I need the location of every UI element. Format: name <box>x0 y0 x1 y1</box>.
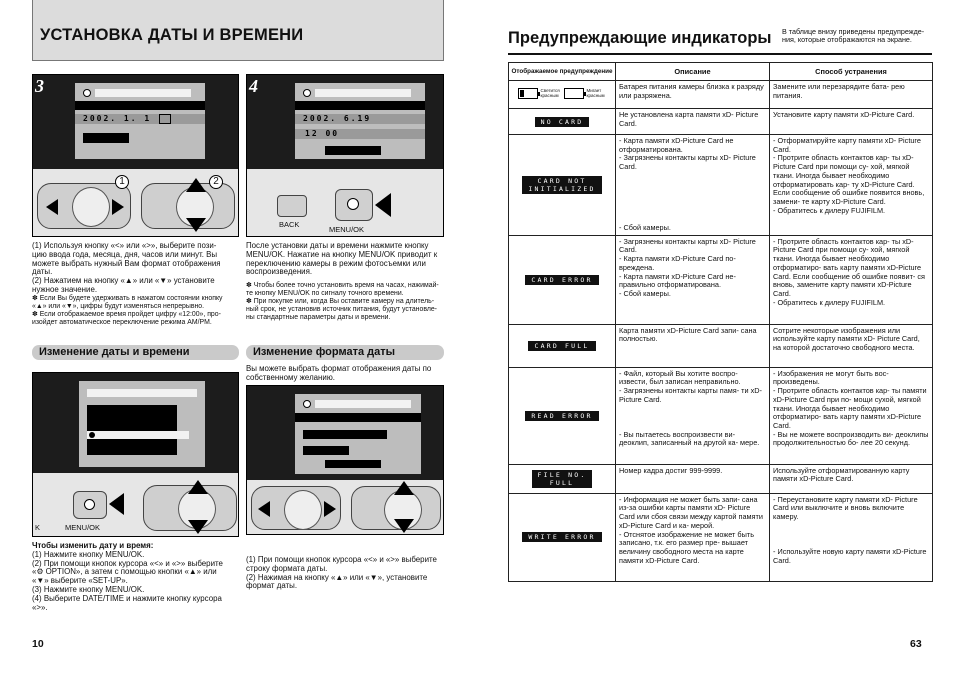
right-page-number: 63 <box>910 638 922 650</box>
left-title-box <box>32 0 444 61</box>
lcd-message: CARD FULL <box>528 341 595 351</box>
section2-menu-bar <box>315 400 411 408</box>
step3-line: нужное значение. <box>32 284 98 294</box>
battery-label-2: Мигает красным <box>586 88 605 99</box>
step3-down-arrow-icon <box>186 218 206 232</box>
step4-title-bar <box>295 101 425 110</box>
step4-date: 2002. 6.19 <box>303 114 372 123</box>
section1-lcd-screen <box>79 381 205 467</box>
section2-lcd-screen <box>295 394 421 474</box>
step3-line: цию ввода года, месяца, дня, часов или минут. Вы <box>32 249 218 259</box>
step4-menu-label: MENU/OK <box>329 225 365 234</box>
note-line: изойдет автоматическое переключение режима AM/PM. <box>32 319 212 326</box>
step4-menu-ok-button[interactable] <box>335 189 373 221</box>
remedy-cell: - Отформатируйте карту памяти xD- Picture Card. - Протрите область контактов кар- ты xD-Picture Card при помощи су- хой, мягкой ткани. Иногда бывает необходимо отформатировать кар- ту xD-Picture Card. Если сообщение об ошибке появится вновь, замени- те карту xD-Picture Card. - Обратитесь к дилеру FUJIFILM. <box>770 135 933 236</box>
indicator-cell <box>509 464 616 493</box>
intro-line: Вы можете выбрать формат отображения даты по <box>246 364 432 373</box>
intro-line: собственному желанию. <box>246 372 335 382</box>
battery-low-icon <box>518 88 538 99</box>
section2-heading: Изменение формата даты <box>246 345 444 360</box>
section2-up-arrow-icon <box>394 481 414 495</box>
section1-illustration <box>32 372 239 537</box>
step4-text <box>246 242 446 277</box>
lcd-message: CARD NOT INITIALIZED <box>522 176 601 194</box>
step3-number: 3 <box>35 76 44 96</box>
section2-dial-right[interactable] <box>351 486 441 530</box>
section2-clock-icon <box>303 400 311 408</box>
step3-date-row <box>75 114 205 124</box>
step3-line: (2) Нажатием на кнопку «▲» или «▼» установите <box>32 276 215 286</box>
step4-date-row <box>295 114 425 124</box>
step-line: «>». <box>32 602 48 612</box>
description-cell: Батарея питания камеры близка к разряду или разряжена. <box>616 81 770 109</box>
remedy-cell: - Переустановите карту памяти xD- Picture Card или выключите и вновь включите камеру. - Используйте новую карту памяти xD-Picture Card. <box>770 493 933 581</box>
section1-up-arrow-icon <box>188 480 208 494</box>
table-row <box>509 235 933 324</box>
lcd-message: WRITE ERROR <box>522 532 601 542</box>
step3-date: 2002. 1. 1 <box>83 114 152 123</box>
step4-number: 4 <box>249 76 258 96</box>
step4-ok-bar <box>325 146 381 155</box>
battery-indicator-cell <box>509 81 616 109</box>
section1-steps <box>32 542 240 612</box>
section2-left-arrow-icon <box>258 501 270 517</box>
warnings-table <box>508 62 933 582</box>
step4-clock-icon <box>303 89 311 97</box>
step-line: (1) Нажмите кнопку MENU/OK. <box>32 549 145 559</box>
battery-indicators <box>518 88 607 99</box>
indicator-cell <box>509 135 616 236</box>
description-cell: - Карта памяти xD-Picture Card не отформатирована. - Загрязнены контакты карты xD- Picture Card. - Сбой камеры. <box>616 135 770 236</box>
section2-format-bar <box>303 430 387 439</box>
step4-back-button[interactable] <box>277 195 307 217</box>
step3-time-bar <box>83 133 129 143</box>
step-line: «⚙ OPTION», а затем с помощью кнопки «▲» или <box>32 567 217 577</box>
step3-notes <box>32 295 240 327</box>
battery-empty-icon <box>564 88 584 99</box>
section1-menu-ok-button[interactable] <box>73 491 107 519</box>
step3-date-highlight <box>159 114 171 124</box>
note-line: ный срок, не установив источник питания, будут установле- <box>246 306 437 313</box>
section2-ok-bar <box>325 460 381 468</box>
step3-right-arrow-icon <box>112 199 124 215</box>
description-cell: - Информация не может быть запи- сана из-за ошибки карты памяти xD- Picture Card или сбоя связи между картой памяти xD-Picture Card и ка- мерой. - Отснятое изображение не может быть записано, т.к. его размер пре- вышает величину свободного места на карте памяти xD-Picture Card. <box>616 493 770 581</box>
note-line: ны стандартные параметры даты и времени. <box>246 314 391 321</box>
step4-time: 12 00 <box>305 129 340 138</box>
step3-up-arrow-icon <box>186 178 206 192</box>
table-row <box>509 324 933 367</box>
step4-line: После установки даты и времени нажмите кнопку <box>246 241 429 250</box>
step4-back-label: BACK <box>279 220 300 229</box>
remedy-cell: Замените или перезарядите бата- рею питания. <box>770 81 933 109</box>
lcd-message: NO CARD <box>535 117 590 127</box>
step-line: формат даты. <box>246 581 298 591</box>
section2-right-arrow-icon <box>324 501 336 517</box>
step-line: (2) При помощи кнопок курсора «<» и «>» выберите <box>32 558 223 568</box>
note-line: ✽ Чтобы более точно установить время на часах, нажимай- <box>246 282 439 289</box>
section1-menu-label: MENU/OK <box>65 523 101 532</box>
remedy-cell: - Протрите область контактов кар- ты xD-Picture Card при помощи су- хой, мягкой ткани. Иногда бывает необходимо отформатиро- вать карту памяти xD-Picture Card. Если сообщение об ошибке появит- ся вновь, замените карту памяти xD-Picture Card. - Обратитесь к дилеру FUJIFILM. <box>770 235 933 324</box>
step3-lcd-screen <box>75 83 205 159</box>
step3-menu-bar <box>95 89 191 97</box>
step3-title-bar <box>75 101 205 110</box>
step3-illustration <box>32 74 239 237</box>
section1-down-arrow-icon <box>188 520 208 534</box>
indicator-cell <box>509 493 616 581</box>
step4-line: переключению камеры в режим фотосъемки или <box>246 258 426 268</box>
step3-left-arrow-icon <box>46 199 58 215</box>
step-line: (2) Нажимая на кнопку «▲» или «▼», установите <box>246 572 428 582</box>
right-page-note: В таблице внизу приведены предупрежде- ния, которые отображаются на экране. <box>782 27 925 45</box>
step-line: (4) Выберите DATE/TIME и нажмите кнопку курсора <box>32 593 222 603</box>
section2-steps <box>246 556 446 591</box>
step3-line: можете выбрать нужный Вам формат отображения <box>32 258 221 268</box>
indicator-cell <box>509 367 616 464</box>
step3-dial-left[interactable] <box>37 183 131 229</box>
step4-line: MENU/OK. Нажатие на кнопку MENU/OK приводит к <box>246 249 438 259</box>
description-cell: Карта памяти xD-Picture Card запи- сана полностью. <box>616 324 770 367</box>
step3-line: (1) Используя кнопку «<» или «>», выберите пози- <box>32 241 217 250</box>
remedy-cell: Сотрите некоторые изображения или используйте карту памяти xD- Picture Card, на которой достаточно свободного места. <box>770 324 933 367</box>
step4-illustration <box>246 74 444 237</box>
section1-menu-panel <box>87 405 177 455</box>
description-cell: - Загрязнены контакты карты xD- Picture Card. - Карта памяти xD-Picture Card по- вреждена. - Карта памяти xD-Picture Card не- правильно отформатирована. - Сбой камеры. <box>616 235 770 324</box>
battery-label-1: Светится красным <box>540 88 560 99</box>
step4-time-row <box>295 129 425 139</box>
indicator-cell <box>509 109 616 135</box>
title-rule <box>508 53 932 55</box>
table-row <box>509 81 933 109</box>
table-row <box>509 493 933 581</box>
note-line: «▲» или «▼», цифры будут изменяться непрерывно. <box>32 303 205 310</box>
left-page-title: УСТАНОВКА ДАТЫ И ВРЕМЕНИ <box>40 26 304 44</box>
step4-press-arrow-icon <box>375 193 391 217</box>
step4-notes <box>246 282 446 322</box>
table-row <box>509 367 933 464</box>
lcd-message: FILE NO. FULL <box>532 470 593 488</box>
table-header-row <box>509 63 933 81</box>
section1-cursor-icon <box>89 432 95 438</box>
step4-lcd-screen <box>295 83 425 159</box>
table-row <box>509 464 933 493</box>
section2-down-arrow-icon <box>394 519 414 533</box>
remedy-cell: Установите карту памяти xD-Picture Card. <box>770 109 933 135</box>
step3-text <box>32 242 240 295</box>
description-cell: Номер кадра достиг 999-9999. <box>616 464 770 493</box>
step-line: строку формата даты. <box>246 563 328 573</box>
header-indicator: Отображаемое предупреждение <box>509 63 616 81</box>
step-line: (3) Нажмите кнопку MENU/OK. <box>32 584 145 594</box>
section1-selected-item <box>87 431 189 439</box>
section2-dial-left[interactable] <box>251 486 341 530</box>
left-page-number: 10 <box>32 638 44 650</box>
header-remedy: Способ устранения <box>770 63 933 81</box>
indicator-cell <box>509 324 616 367</box>
section1-dial[interactable] <box>143 485 237 531</box>
lcd-message: READ ERROR <box>525 411 598 421</box>
note-line: те кнопку MENU/OK по сигналу точного времени. <box>246 290 404 297</box>
section1-menu-bar <box>87 389 197 397</box>
lcd-message: CARD ERROR <box>525 275 598 285</box>
step3-circle-1: 1 <box>115 175 129 189</box>
section2-time-bar <box>303 446 349 455</box>
description-cell: - Файл, который Вы хотите воспро- извести, был записан неправильно. - Загрязнены контакты карты памя- ти xD-Picture Card. - Вы пытаетесь воспроизвести ви- деоклип, записанный на другой ка- мере. <box>616 367 770 464</box>
remedy-cell: - Изображения не могут быть вос- произведены. - Протрите область контактов кар- ты памяти xD-Picture Card при по- мощи сухой, мягкой ткани. Иногда бывает необходимо отформатиро- вать карту памяти xD-Picture Card. - Вы не можете воспроизводить ви- деоклипы продолжительностью бо- лее 20 секунд. <box>770 367 933 464</box>
step3-circle-2: 2 <box>209 175 223 189</box>
header-description: Описание <box>616 63 770 81</box>
section2-illustration <box>246 385 444 535</box>
step3-line: даты. <box>32 267 53 277</box>
note-line: ✽ При покупке или, когда Вы оставите камеру на длитель- <box>246 298 435 305</box>
description-cell: Не установлена карта памяти xD- Picture Card. <box>616 109 770 135</box>
section2-intro <box>246 365 446 383</box>
step3-dial-right[interactable] <box>141 183 235 229</box>
step-line: (1) При помощи кнопок курсора «<» и «>» выберите <box>246 555 437 564</box>
indicator-cell <box>509 235 616 324</box>
section2-title-bar <box>295 413 421 422</box>
step-line: «▼» выберите «SET-UP». <box>32 576 128 586</box>
section1-press-arrow-icon <box>109 493 124 515</box>
table-row <box>509 109 933 135</box>
right-page-title: Предупреждающие индикаторы <box>508 29 772 47</box>
section1-heading: Изменение даты и времени <box>32 345 239 360</box>
table-row <box>509 135 933 236</box>
step4-line: воспроизведения. <box>246 267 313 277</box>
step3-clock-icon <box>83 89 91 97</box>
step4-menu-bar <box>315 89 411 97</box>
remedy-cell: Используйте отформатированную карту памяти xD-Picture Card. <box>770 464 933 493</box>
steps-title: Чтобы изменить дату и время: <box>32 541 154 550</box>
note-line: ✽ Если Вы будете удерживать в нажатом состоянии кнопку <box>32 295 223 302</box>
section1-k-label: K <box>35 523 41 532</box>
note-line: ✽ Если отображаемое время пройдет цифру «12:00», про- <box>32 311 221 318</box>
